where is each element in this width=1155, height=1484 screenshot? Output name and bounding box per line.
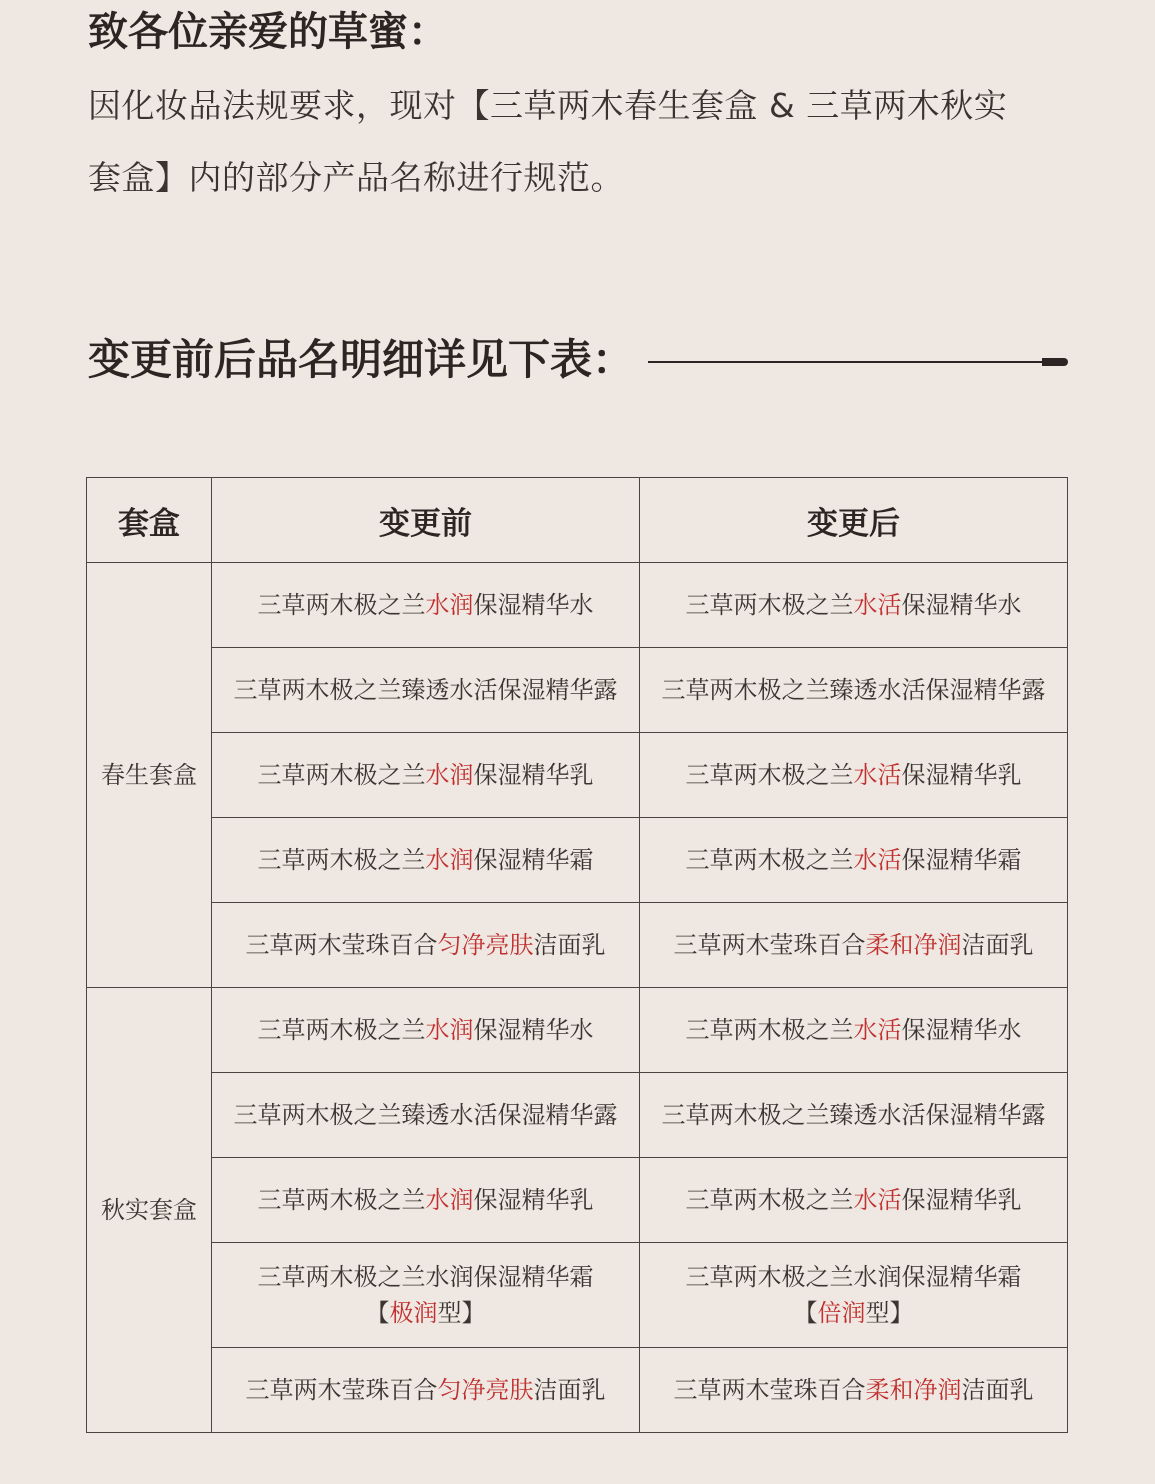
changed-term: 水活 (853, 1016, 902, 1044)
name-segment: 三草两木极之兰 (257, 1186, 426, 1214)
table-row (87, 988, 1068, 1073)
table-section-heading (88, 330, 1068, 390)
name-segment: 三草两木极之兰 (257, 846, 426, 874)
table-header-row (87, 478, 1068, 563)
table-row (87, 648, 1068, 733)
changed-term: 柔和净润 (865, 931, 962, 959)
changed-term: 水润 (425, 1186, 474, 1214)
name-segment: 三草两木极之兰 (257, 1016, 426, 1044)
name-segment: 三草两木极之兰 (685, 1186, 854, 1214)
changed-term: 水活 (853, 761, 902, 789)
product-name-change-table (86, 477, 1068, 1433)
table-row (87, 1243, 1068, 1348)
product-name-before-cell (212, 648, 640, 733)
name-segment: 三草两木极之兰臻透水活保湿精华露 (233, 1101, 618, 1129)
name-segment: 三草两木极之兰 (257, 591, 426, 619)
name-segment: 三草两木莹珠百合 (673, 931, 866, 959)
name-segment: 【 (365, 1299, 390, 1327)
product-name-after-cell (640, 1243, 1068, 1348)
name-segment: 三草两木极之兰 (685, 761, 854, 789)
changed-term: 水润 (425, 1016, 474, 1044)
product-name-before-cell (212, 1348, 640, 1433)
name-segment: 洁面乳 (533, 1376, 606, 1404)
name-segment: 洁面乳 (961, 1376, 1034, 1404)
product-name-change-table-wrapper (86, 477, 1067, 1423)
intro-line-2: 套盒】内的部分产品名称进行规范。 (88, 158, 624, 197)
name-segment: 保湿精华霜 (473, 846, 594, 874)
table-row (87, 1073, 1068, 1158)
header-after-change: 变更后 (640, 478, 1068, 563)
product-name-after-cell (640, 1158, 1068, 1243)
name-segment: 保湿精华水 (901, 1016, 1022, 1044)
table-row (87, 563, 1068, 648)
name-segment: 三草两木极之兰 (685, 1016, 854, 1044)
name-segment: 三草两木莹珠百合 (673, 1376, 866, 1404)
changed-term: 水活 (853, 846, 902, 874)
product-name-after-cell (640, 903, 1068, 988)
table-row (87, 818, 1068, 903)
name-segment: 保湿精华水 (473, 591, 594, 619)
product-name-before-cell (212, 1158, 640, 1243)
name-segment: 三草两木极之兰臻透水活保湿精华露 (661, 676, 1046, 704)
table-row (87, 903, 1068, 988)
table-row (87, 733, 1068, 818)
name-segment: 三草两木莹珠百合 (245, 931, 438, 959)
name-segment: 保湿精华水 (473, 1016, 594, 1044)
name-segment: 型】 (865, 1299, 914, 1327)
product-name-after-cell (640, 1348, 1068, 1433)
intro-line-1: 因化妆品法规要求，现对【三草两木春生套盒 & 三草两木秋实 (88, 86, 1008, 125)
changed-term: 水润 (425, 761, 474, 789)
section-title: 变更前后品名明细详见下表： (88, 335, 635, 384)
name-segment: 三草两木极之兰臻透水活保湿精华露 (233, 676, 618, 704)
product-name-after-cell (640, 1073, 1068, 1158)
box-name-cell: 秋实套盒 (87, 988, 212, 1433)
product-name-after-cell (640, 648, 1068, 733)
table-body (87, 563, 1068, 1433)
table-row (87, 1348, 1068, 1433)
changed-term: 极润 (389, 1299, 438, 1327)
changed-term: 水润 (425, 591, 474, 619)
box-name-cell: 春生套盒 (87, 563, 212, 988)
header-box: 套盒 (87, 478, 212, 563)
changed-term: 柔和净润 (865, 1376, 962, 1404)
name-segment: 洁面乳 (961, 931, 1034, 959)
product-name-before-cell (212, 988, 640, 1073)
header-before-change: 变更前 (212, 478, 640, 563)
name-segment: 保湿精华乳 (901, 1186, 1022, 1214)
name-segment: 保湿精华霜 (901, 846, 1022, 874)
name-segment: 型】 (437, 1299, 486, 1327)
product-name-before-cell (212, 818, 640, 903)
product-name-before-cell (212, 563, 640, 648)
product-name-before-cell (212, 733, 640, 818)
product-name-before-cell (212, 903, 640, 988)
changed-term: 水活 (853, 591, 902, 619)
product-name-after-cell (640, 818, 1068, 903)
product-name-before-cell (212, 1073, 640, 1158)
name-segment: 保湿精华乳 (473, 1186, 594, 1214)
name-segment: 保湿精华乳 (473, 761, 594, 789)
table-row (87, 1158, 1068, 1243)
name-segment: 三草两木极之兰 (685, 591, 854, 619)
name-segment: 三草两木极之兰 (257, 761, 426, 789)
changed-term: 匀净亮肤 (437, 931, 534, 959)
changed-term: 水活 (853, 1186, 902, 1214)
product-name-after-cell (640, 563, 1068, 648)
name-segment: 三草两木极之兰水润保湿精华霜 (257, 1263, 594, 1291)
heading-divider-line (648, 361, 1042, 363)
product-name-after-cell (640, 988, 1068, 1073)
name-segment: 三草两木莹珠百合 (245, 1376, 438, 1404)
changed-term: 匀净亮肤 (437, 1376, 534, 1404)
heading-divider-end-cap (1042, 358, 1068, 366)
name-segment: 保湿精华水 (901, 591, 1022, 619)
name-segment: 三草两木极之兰 (685, 846, 854, 874)
salutation-heading: 致各位亲爱的草蜜： (88, 8, 448, 55)
name-segment: 洁面乳 (533, 931, 606, 959)
name-segment: 三草两木极之兰臻透水活保湿精华露 (661, 1101, 1046, 1129)
name-segment: 保湿精华乳 (901, 761, 1022, 789)
name-segment: 三草两木极之兰水润保湿精华霜 (685, 1263, 1022, 1291)
product-name-before-cell (212, 1243, 640, 1348)
product-name-after-cell (640, 733, 1068, 818)
changed-term: 倍润 (817, 1299, 866, 1327)
changed-term: 水润 (425, 846, 474, 874)
name-segment: 【 (793, 1299, 818, 1327)
intro-paragraph (88, 70, 1078, 214)
